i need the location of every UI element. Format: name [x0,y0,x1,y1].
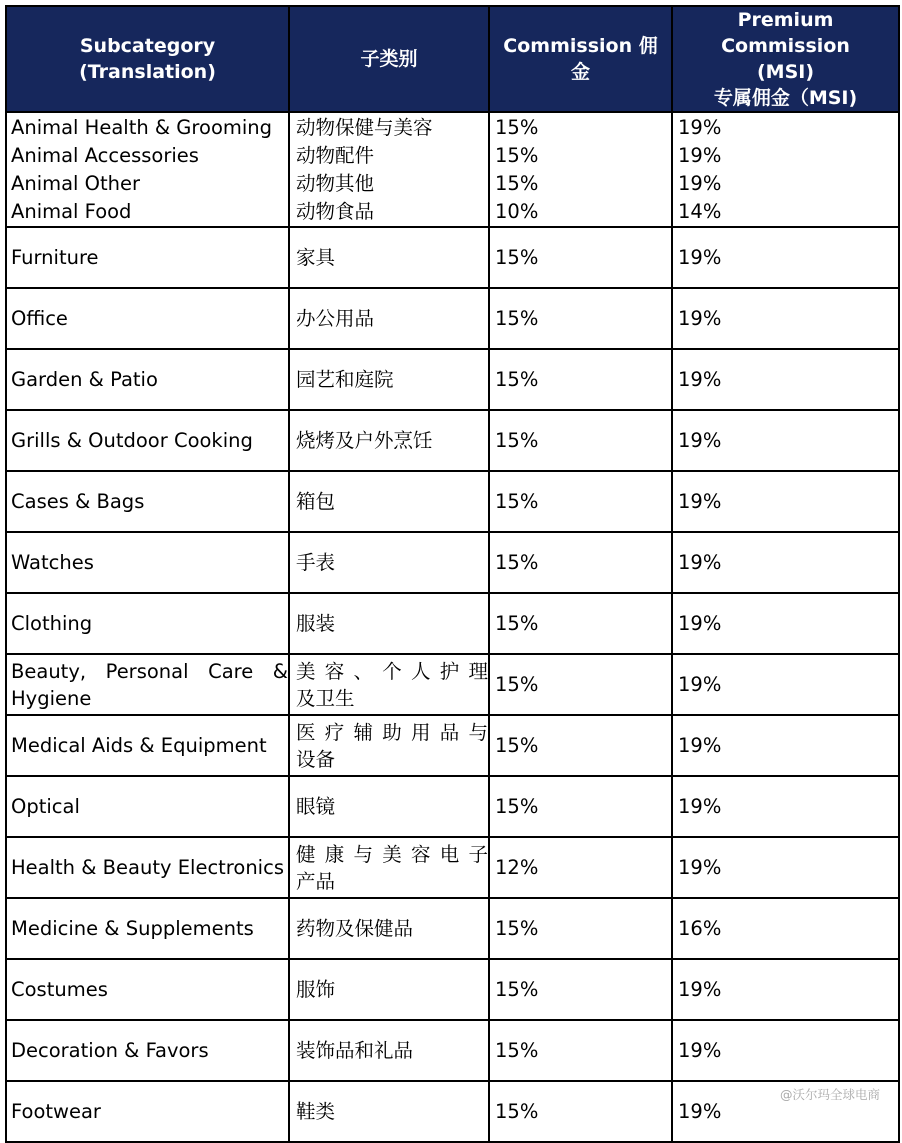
cell-premium: 19% [672,1020,899,1081]
cell-chinese: 办公用品 [289,288,489,349]
cell-subcategory: Medical Aids & Equipment [6,715,289,776]
cell-commission: 15% [489,532,672,593]
cell-premium: 16% [672,898,899,959]
cell-subcategory: Garden & Patio [6,349,289,410]
chinese-text: 动物其他 [296,172,375,195]
cell-chinese [289,715,489,776]
table-row [6,1020,899,1081]
chinese-text: 动物食品 [296,200,375,223]
commission-value: 15% [495,172,539,195]
cell-premium: 19% [672,776,899,837]
chinese-text: 健康与美容电子 [296,842,488,866]
commission-value: 15% [495,116,539,139]
cell-chinese: 服饰 [289,959,489,1020]
table-row [6,715,899,776]
cell-commission: 15% [489,1020,672,1081]
cell-premium: 19% [672,593,899,654]
cell-commission [489,112,672,227]
table-row [6,471,899,532]
header-premium-commission [672,6,899,112]
header-chinese: 子类别 [289,6,489,112]
cell-premium: 19% [672,837,899,898]
cell-chinese: 眼镜 [289,776,489,837]
cell-premium: 19% [672,227,899,288]
table-row [6,288,899,349]
cell-subcategory: Footwear [6,1081,289,1142]
cell-premium: 19% [672,959,899,1020]
table-row [6,959,899,1020]
cell-chinese: 家具 [289,227,489,288]
cell-subcategory: Cases & Bags [6,471,289,532]
subcategory-text: Animal Accessories [11,144,199,167]
cell-chinese: 服装 [289,593,489,654]
cell-chinese: 箱包 [289,471,489,532]
cell-chinese: 手表 [289,532,489,593]
commission-value: 15% [495,144,539,167]
cell-premium: 19% [672,654,899,715]
cell-premium: 19% [672,349,899,410]
cell-chinese: 装饰品和礼品 [289,1020,489,1081]
cell-commission: 12% [489,837,672,898]
watermark-text: @沃尔玛全球电商 [779,1087,880,1102]
header-commission: Commission 佣金 [489,6,672,112]
cell-subcategory: Grills & Outdoor Cooking [6,410,289,471]
table-row [6,837,899,898]
cell-premium: 19% [672,1081,899,1142]
table-row [6,227,899,288]
table-row [6,776,899,837]
cell-premium: 19% [672,715,899,776]
cell-subcategory: Watches [6,532,289,593]
cell-premium: 19% [672,471,899,532]
commission-table [5,5,900,1143]
table-row [6,410,899,471]
cell-commission: 15% [489,654,672,715]
chinese-text: 设备 [296,747,336,771]
table-row [6,532,899,593]
cell-chinese [289,654,489,715]
header-premium-line3: 专属佣金（MSI) [713,87,858,109]
header-premium-line2: (MSI) [756,61,815,83]
table-row [6,349,899,410]
premium-value: 19% [678,116,722,139]
table-row [6,593,899,654]
cell-premium [672,112,899,227]
premium-value: 19% [678,144,722,167]
chinese-text: 及卫生 [296,686,355,710]
commission-value: 10% [495,200,539,223]
cell-commission: 15% [489,898,672,959]
table-row [6,898,899,959]
cell-commission: 15% [489,776,672,837]
cell-subcategory: Costumes [6,959,289,1020]
subcategory-text: Animal Food [11,200,132,223]
cell-subcategory: Furniture [6,227,289,288]
chinese-text: 动物保健与美容 [296,116,433,139]
cell-commission: 15% [489,715,672,776]
subcategory-text: Animal Health & Grooming [11,116,273,139]
chinese-text: 美容、个人护理 [296,659,488,683]
cell-subcategory: Health & Beauty Electronics [6,837,289,898]
cell-chinese: 烧烤及户外烹饪 [289,410,489,471]
cell-subcategory: Medicine & Supplements [6,898,289,959]
cell-chinese: 药物及保健品 [289,898,489,959]
subcategory-text: Hygiene [11,686,92,710]
chinese-text: 医疗辅助用品与 [296,720,488,744]
header-row [6,6,899,112]
cell-commission: 15% [489,410,672,471]
subcategory-text: Animal Other [11,172,141,195]
cell-commission: 15% [489,593,672,654]
subcategory-text: Beauty, Personal Care & [11,659,288,683]
cell-premium: 19% [672,532,899,593]
cell-premium: 19% [672,288,899,349]
cell-premium: 19% [672,410,899,471]
cell-commission: 15% [489,349,672,410]
table-row [6,654,899,715]
cell-commission: 15% [489,288,672,349]
header-subcategory: Subcategory (Translation) [6,6,289,112]
cell-chinese [289,112,489,227]
cell-subcategory [6,654,289,715]
cell-chinese: 园艺和庭院 [289,349,489,410]
table-row-animal-group [6,112,899,227]
cell-commission: 15% [489,471,672,532]
header-premium-line1: Premium Commission [721,9,850,57]
chinese-text: 动物配件 [296,144,375,167]
cell-commission: 15% [489,227,672,288]
premium-value: 19% [678,172,722,195]
cell-subcategory [6,112,289,227]
cell-subcategory: Decoration & Favors [6,1020,289,1081]
cell-commission: 15% [489,1081,672,1142]
cell-chinese [289,837,489,898]
table-row [6,1081,899,1142]
chinese-text: 产品 [296,869,336,893]
cell-subcategory: Optical [6,776,289,837]
cell-chinese: 鞋类 [289,1081,489,1142]
premium-value: 14% [678,200,722,223]
cell-subcategory: Clothing [6,593,289,654]
cell-subcategory: Office [6,288,289,349]
cell-commission: 15% [489,959,672,1020]
